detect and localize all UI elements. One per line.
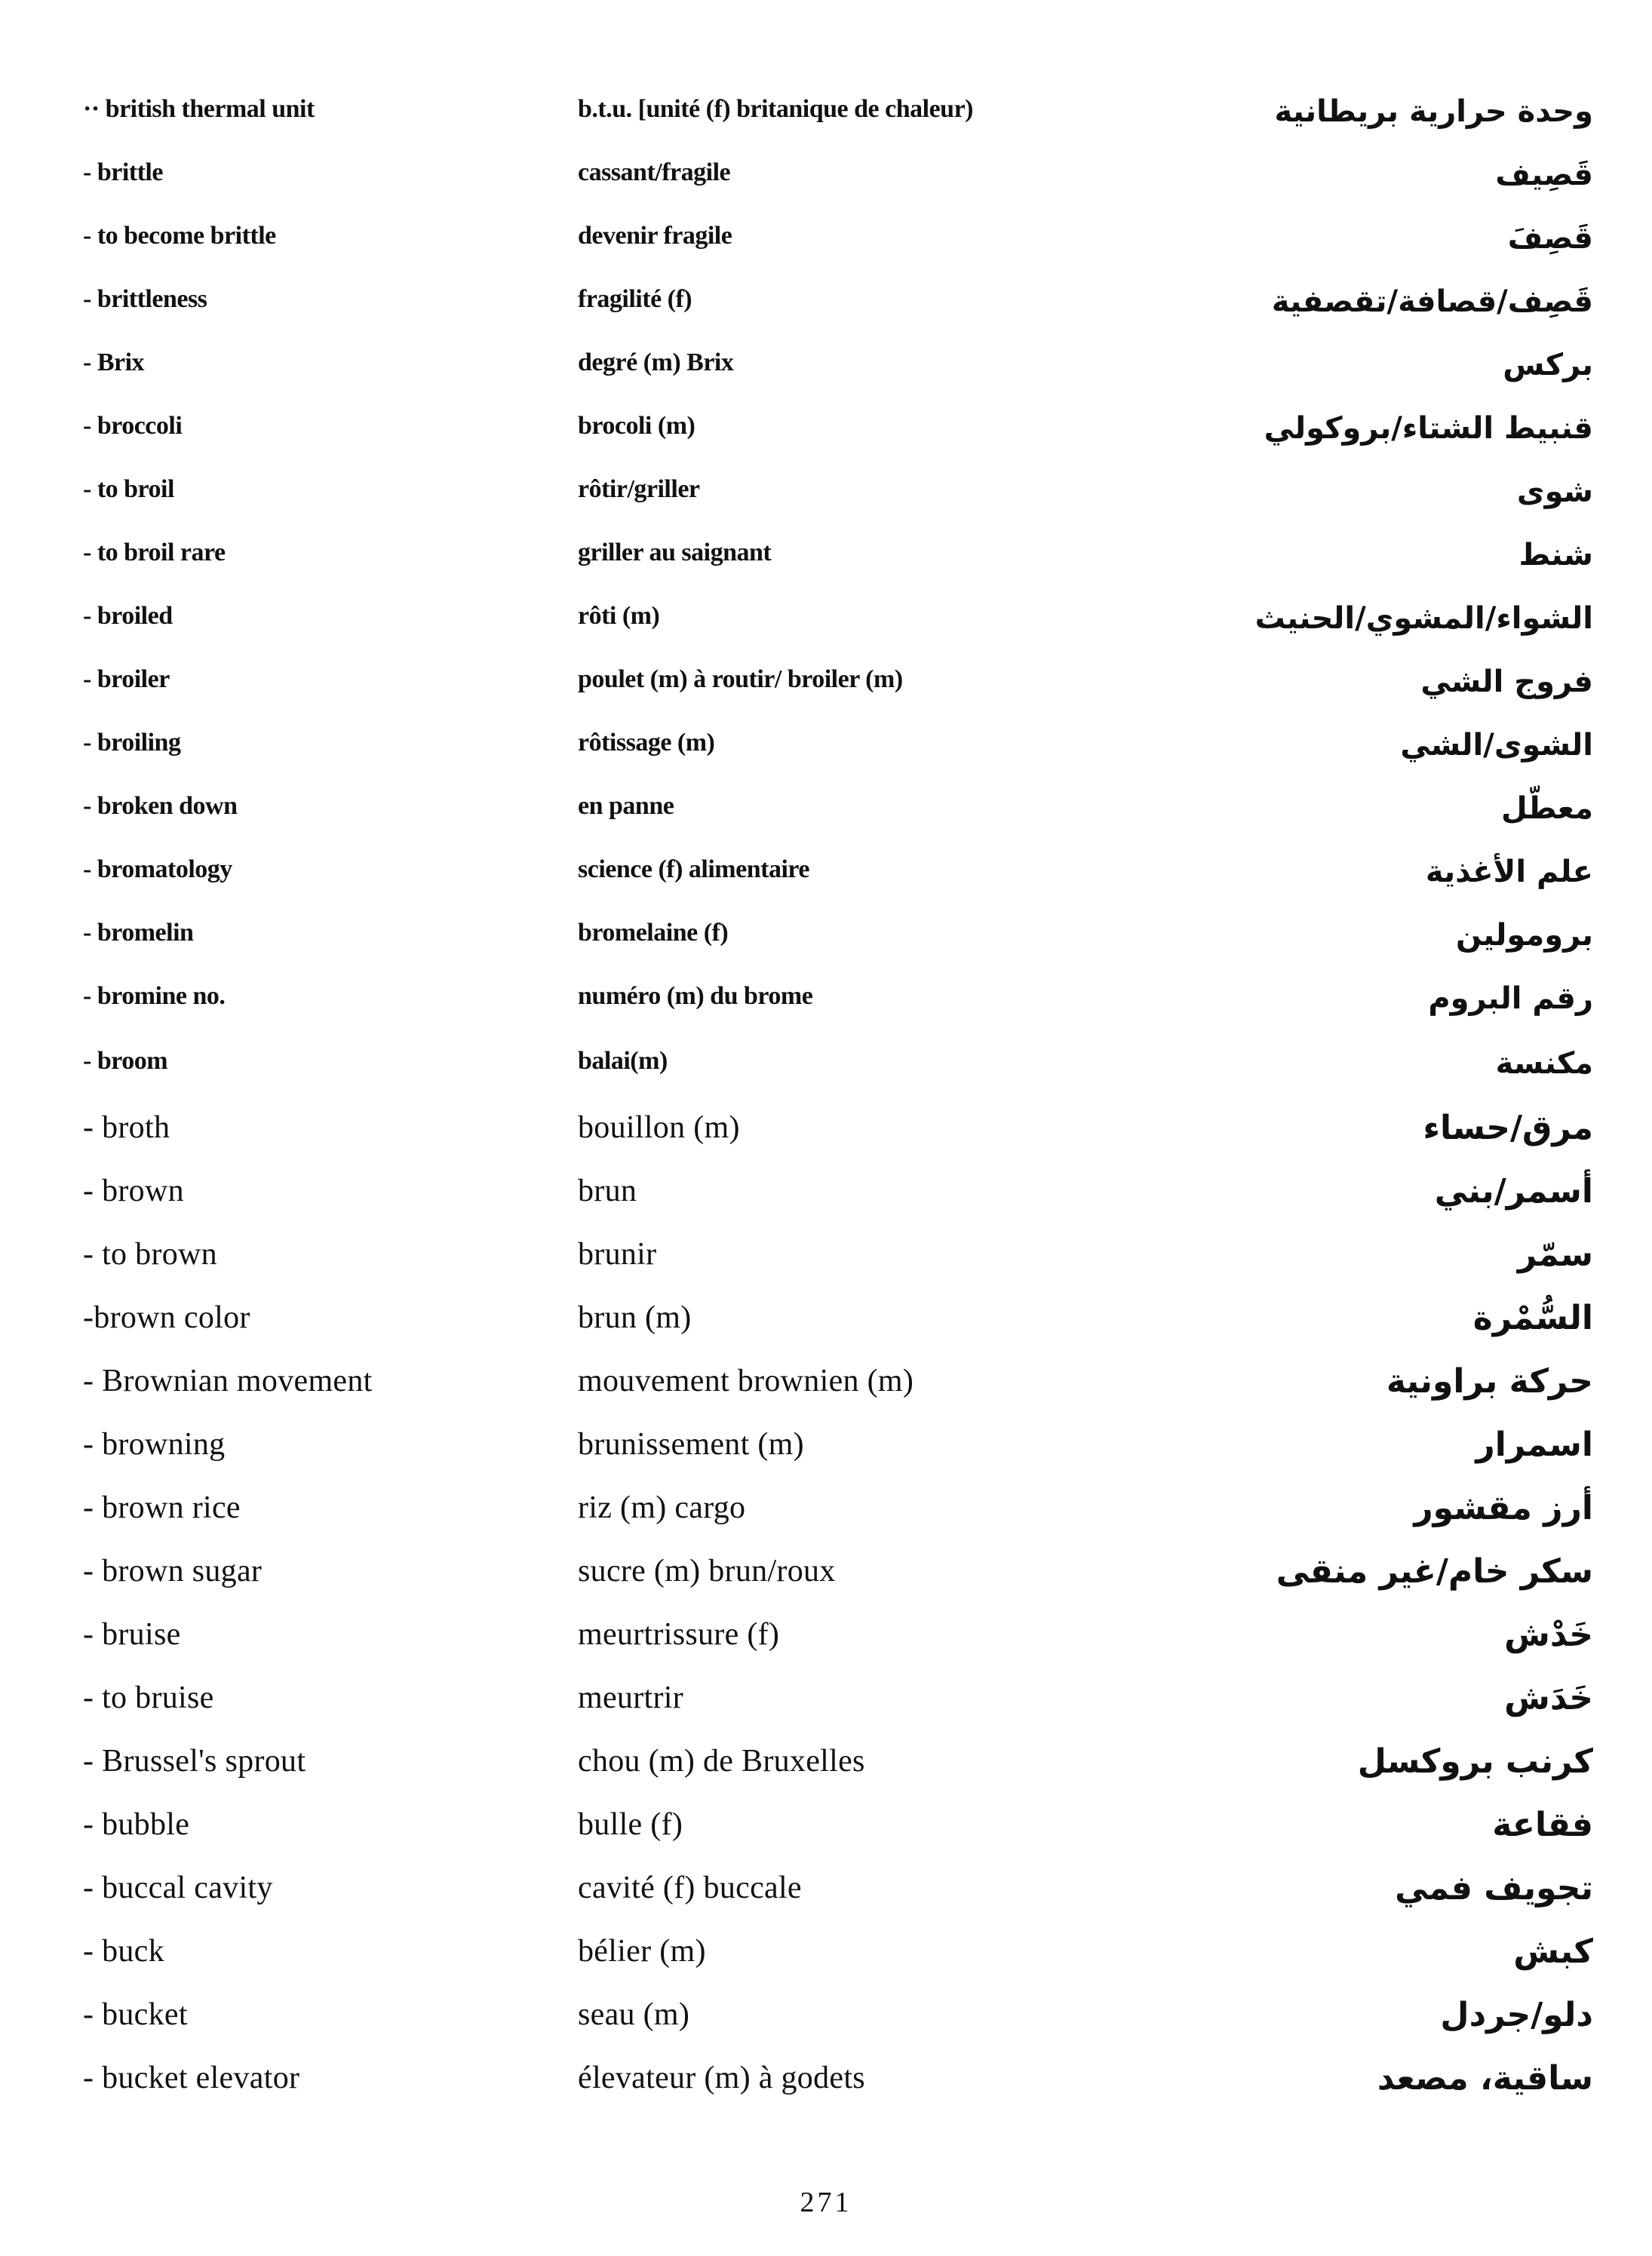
dictionary-entry: [0, 1172, 1652, 1235]
french-term: bélier (m): [578, 1934, 706, 1969]
dictionary-entry: [0, 1362, 1652, 1426]
arabic-term: أرز مقشور: [1414, 1489, 1593, 1527]
french-term: b.t.u. [unité (f) britanique de chaleur): [578, 95, 973, 123]
french-term: chou (m) de Bruxelles: [578, 1744, 865, 1779]
arabic-term: شنط: [1518, 538, 1593, 572]
dictionary-entry: [0, 667, 1652, 727]
arabic-term: قَصِف/قصافة/تقصفية: [1271, 284, 1593, 319]
dictionary-entry: [0, 350, 1652, 410]
dictionary-entry: [0, 160, 1652, 220]
arabic-term: شوى: [1516, 474, 1593, 509]
french-term: balai(m): [578, 1047, 668, 1075]
english-term: - bucket: [83, 1997, 188, 2032]
french-term: meurtrir: [578, 1680, 684, 1715]
arabic-term: مرق/حساء: [1423, 1109, 1593, 1147]
dictionary-entry: [0, 981, 1652, 1044]
dictionary-entry: [0, 730, 1652, 790]
french-term: seau (m): [578, 1997, 690, 2032]
arabic-term: ساقية، مصعد: [1377, 2059, 1593, 2098]
french-term: numéro (m) du brome: [578, 982, 813, 1010]
arabic-term: معطّل: [1500, 791, 1593, 826]
dictionary-entry: [0, 2059, 1652, 2122]
english-term: - brittleness: [83, 285, 207, 313]
dictionary-entry: [0, 1109, 1652, 1172]
french-term: brunir: [578, 1237, 657, 1272]
french-term: riz (m) cargo: [578, 1490, 746, 1525]
dictionary-entry: [0, 413, 1652, 474]
french-term: griller au saignant: [578, 539, 772, 566]
french-term: brun (m): [578, 1300, 692, 1335]
english-term: - to become brittle: [83, 222, 276, 250]
arabic-term: خَدَش: [1504, 1679, 1593, 1717]
english-term: - bromine no.: [83, 982, 226, 1010]
french-term: devenir fragile: [578, 222, 732, 250]
arabic-term: أسمر/بني: [1434, 1172, 1593, 1211]
english-term: - buck: [83, 1934, 164, 1969]
french-term: brun: [578, 1174, 637, 1208]
arabic-term: فروج الشي: [1420, 665, 1593, 699]
english-term: - brittle: [83, 158, 163, 186]
dictionary-entry: [0, 793, 1652, 854]
arabic-term: سمّر: [1517, 1235, 1593, 1274]
dictionary-entry: [0, 1679, 1652, 1742]
arabic-term: علم الأغذية: [1425, 855, 1593, 889]
dictionary-entry: [0, 1489, 1652, 1552]
english-term: - to bruise: [83, 1680, 214, 1715]
arabic-term: اسمرار: [1475, 1426, 1593, 1464]
english-term: - buccal cavity: [83, 1871, 273, 1905]
french-term: en panne: [578, 792, 674, 820]
arabic-term: رقم البروم: [1428, 981, 1593, 1016]
dictionary-entry: [0, 1048, 1652, 1109]
dictionary-entry: [0, 1299, 1652, 1362]
dictionary-entry: [0, 540, 1652, 600]
english-term: - to brown: [83, 1237, 217, 1272]
dictionary-entry: [0, 920, 1652, 981]
dictionary-entry: [0, 1235, 1652, 1299]
english-term: - to broil rare: [83, 539, 226, 566]
dictionary-entry: [0, 1616, 1652, 1679]
english-term: - to broil: [83, 475, 174, 503]
arabic-term: قنبيط الشتاء/بروكولي: [1264, 411, 1593, 446]
dictionary-entry: [0, 284, 1652, 347]
dictionary-entry: [0, 1806, 1652, 1869]
french-term: bromelaine (f): [578, 919, 729, 947]
french-term: degré (m) Brix: [578, 348, 734, 376]
english-term: - broccoli: [83, 412, 183, 440]
english-term: -brown color: [83, 1300, 250, 1335]
french-term: meurtrissure (f): [578, 1617, 780, 1652]
english-term: ·· british thermal unit: [83, 95, 315, 123]
french-term: bulle (f): [578, 1807, 683, 1842]
french-term: fragilité (f): [578, 285, 692, 313]
arabic-term: وحدة حرارية بريطانية: [1274, 94, 1593, 129]
french-term: brocoli (m): [578, 412, 695, 440]
french-term: science (f) alimentaire: [578, 855, 809, 883]
english-term: - bucket elevator: [83, 2061, 300, 2095]
french-term: brunissement (m): [578, 1427, 804, 1462]
dictionary-entry: [0, 1996, 1652, 2059]
arabic-term: قَصِفَ: [1507, 221, 1593, 256]
dictionary-entry: [0, 1932, 1652, 1996]
arabic-term: الشوى/الشي: [1400, 728, 1593, 763]
french-term: mouvement brownien (m): [578, 1364, 914, 1398]
english-term: - browning: [83, 1427, 226, 1462]
arabic-term: كرنب بروكسل: [1357, 1742, 1593, 1781]
french-term: poulet (m) à routir/ broiler (m): [578, 665, 903, 693]
english-term: - broom: [83, 1047, 168, 1075]
arabic-term: قَصِيف: [1495, 158, 1593, 192]
dictionary-entry: [0, 1869, 1652, 1932]
english-term: - broth: [83, 1110, 170, 1145]
arabic-term: تجويف فمي: [1395, 1869, 1593, 1908]
english-term: - Brownian movement: [83, 1364, 373, 1398]
english-term: - Brix: [83, 348, 145, 376]
arabic-term: دلو/جردل: [1440, 1996, 1593, 2034]
english-term: - brown: [83, 1174, 184, 1208]
french-term: bouillon (m): [578, 1110, 740, 1145]
page-number: 271: [800, 2187, 852, 2218]
dictionary-entry: [0, 603, 1652, 664]
arabic-term: بركس: [1503, 348, 1593, 382]
dictionary-entry: [0, 474, 1652, 537]
english-term: - bromatology: [83, 855, 232, 883]
dictionary-entry: [0, 1426, 1652, 1489]
french-term: rôtir/griller: [578, 475, 700, 503]
english-term: - bruise: [83, 1617, 181, 1652]
english-term: - brown rice: [83, 1490, 241, 1525]
dictionary-entry: [0, 223, 1652, 284]
dictionary-entry: [0, 94, 1652, 157]
english-term: - broiled: [83, 602, 173, 630]
dictionary-entry: [0, 1742, 1652, 1806]
english-term: - Brussel's sprout: [83, 1744, 306, 1779]
english-term: - bromelin: [83, 919, 194, 947]
french-term: rôtissage (m): [578, 729, 715, 757]
english-term: - brown sugar: [83, 1554, 263, 1588]
arabic-term: سكر خام/غير منقى: [1276, 1552, 1593, 1591]
arabic-term: فقاعة: [1492, 1806, 1593, 1844]
arabic-term: خَدْش: [1504, 1616, 1593, 1654]
arabic-term: برومولين: [1456, 918, 1593, 953]
french-term: cavité (f) buccale: [578, 1871, 802, 1905]
arabic-term: الشواء/المشوي/الحنيث: [1254, 601, 1593, 636]
arabic-term: حركة براونية: [1386, 1362, 1593, 1401]
english-term: - broken down: [83, 792, 238, 820]
french-term: élevateur (m) à godets: [578, 2061, 865, 2095]
french-term: rôti (m): [578, 602, 660, 630]
arabic-term: مكنسة: [1495, 1046, 1593, 1081]
english-term: - broiling: [83, 729, 181, 757]
english-term: - broiler: [83, 665, 170, 693]
dictionary-entry: [0, 1552, 1652, 1616]
french-term: sucre (m) brun/roux: [578, 1554, 836, 1588]
english-term: - bubble: [83, 1807, 190, 1842]
arabic-term: كبش: [1513, 1932, 1593, 1971]
french-term: cassant/fragile: [578, 158, 731, 186]
arabic-term: السُّمْرة: [1472, 1299, 1593, 1337]
dictionary-entry: [0, 857, 1652, 917]
